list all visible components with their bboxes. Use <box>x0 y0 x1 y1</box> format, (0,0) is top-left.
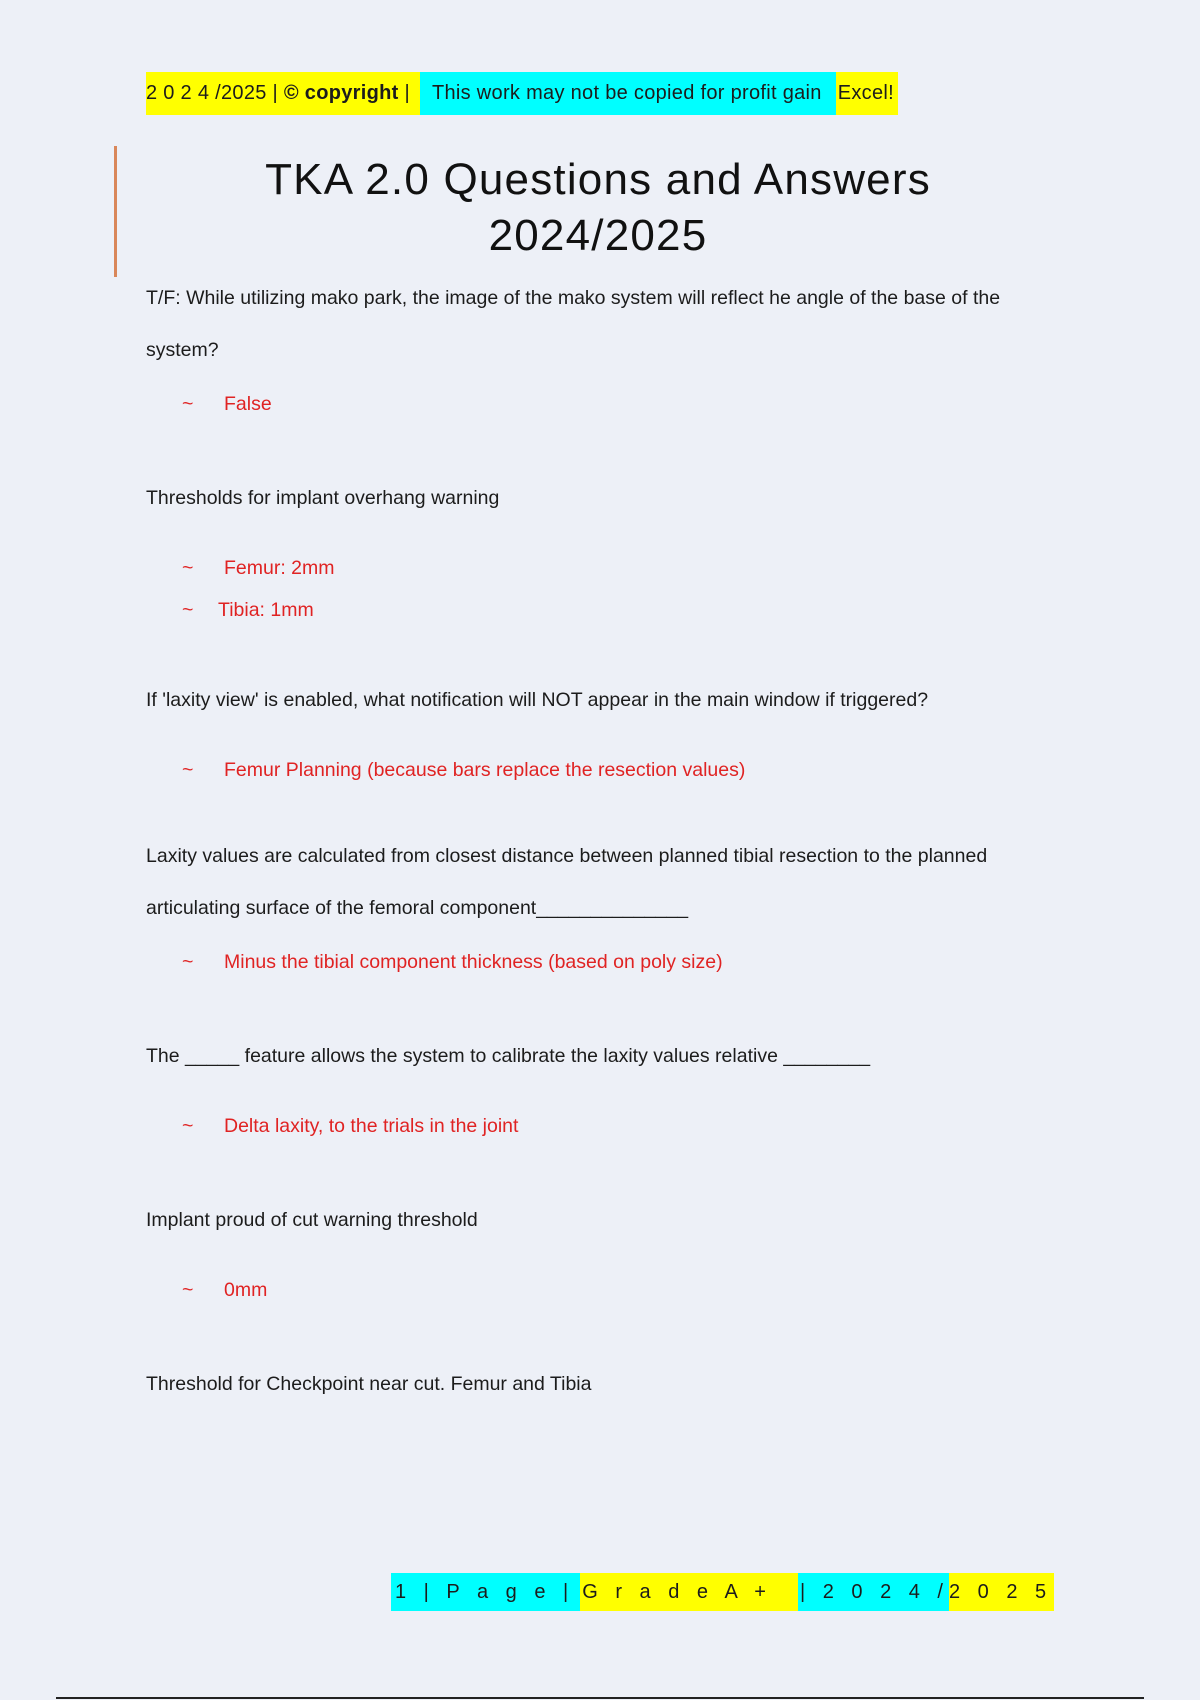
tilde-bullet-icon: ~ <box>182 557 194 579</box>
tilde-bullet-icon: ~ <box>182 759 194 781</box>
footer-grade: G r a d e A + <box>580 1573 798 1611</box>
answer-item <box>146 1276 1076 1304</box>
question-text: Threshold for Checkpoint near cut. Femur and Tibia <box>146 1373 592 1395</box>
question-text: T/F: While utilizing mako park, the image of the mako system will reflect he angle of the base of the system? <box>146 287 1001 361</box>
tilde-bullet-icon: ~ <box>182 1115 194 1137</box>
question-text: Implant proud of cut warning threshold <box>146 1209 478 1231</box>
question-text: Laxity values are calculated from closest distance between planned tibial resection to the planned articulating surface of the femoral component______________ <box>146 845 988 919</box>
header-notice: This work may not be copied for profit gain <box>420 72 836 115</box>
question-text: The _____ feature allows the system to calibrate the laxity values relative ________ <box>146 1045 871 1067</box>
answer-text: Delta laxity, to the trials in the joint <box>224 1115 519 1137</box>
answer-text: Minus the tibial component thickness (based on poly size) <box>224 951 723 973</box>
answer-list <box>146 390 1076 418</box>
answer-list <box>146 948 1076 976</box>
answer-item <box>146 1112 1076 1140</box>
header-excel: Excel! <box>836 72 898 115</box>
answer-item <box>146 554 1076 582</box>
bottom-rule <box>56 1697 1144 1699</box>
tilde-bullet-icon: ~ <box>182 1279 194 1301</box>
question-text: If 'laxity view' is enabled, what notification will NOT appear in the main window if triggered? <box>146 689 929 711</box>
title-accent-rule <box>114 146 117 277</box>
answer-list <box>146 1112 1076 1140</box>
tilde-bullet-icon: ~ <box>182 951 194 973</box>
title-line-1: TKA 2.0 Questions and Answers <box>265 155 931 204</box>
answer-text: Tibia: 1mm <box>218 599 314 621</box>
answer-text: Femur: 2mm <box>224 557 335 579</box>
answer-text: 0mm <box>224 1279 268 1301</box>
footer-year-b: 2 0 2 5 <box>949 1573 1054 1611</box>
answer-item <box>146 596 1076 624</box>
header-separator: | <box>404 82 410 104</box>
tilde-bullet-icon: ~ <box>182 599 194 621</box>
answer-list <box>146 1276 1076 1304</box>
answer-item <box>146 756 1076 784</box>
footer-banner <box>391 1573 1054 1611</box>
answer-list <box>146 756 1076 784</box>
answer-list <box>146 554 1076 624</box>
header-banner <box>146 72 898 115</box>
header-year: 2 0 2 4 /2025 | <box>146 82 279 104</box>
footer-year-a: | 2 0 2 4 / <box>798 1573 949 1611</box>
answer-text: False <box>224 393 272 415</box>
tilde-bullet-icon: ~ <box>182 393 194 415</box>
title-line-2: 2024/2025 <box>488 211 708 260</box>
qa-content <box>146 272 1076 1398</box>
header-year-copyright <box>146 72 420 115</box>
answer-item <box>146 390 1076 418</box>
footer-page: 1 | P a g e | <box>391 1573 580 1611</box>
answer-text: Femur Planning (because bars replace the resection values) <box>224 759 746 781</box>
document-title <box>146 152 1050 264</box>
question-text: Thresholds for implant overhang warning <box>146 487 500 509</box>
answer-item <box>146 948 1076 976</box>
header-copyright: © copyright <box>283 82 399 104</box>
